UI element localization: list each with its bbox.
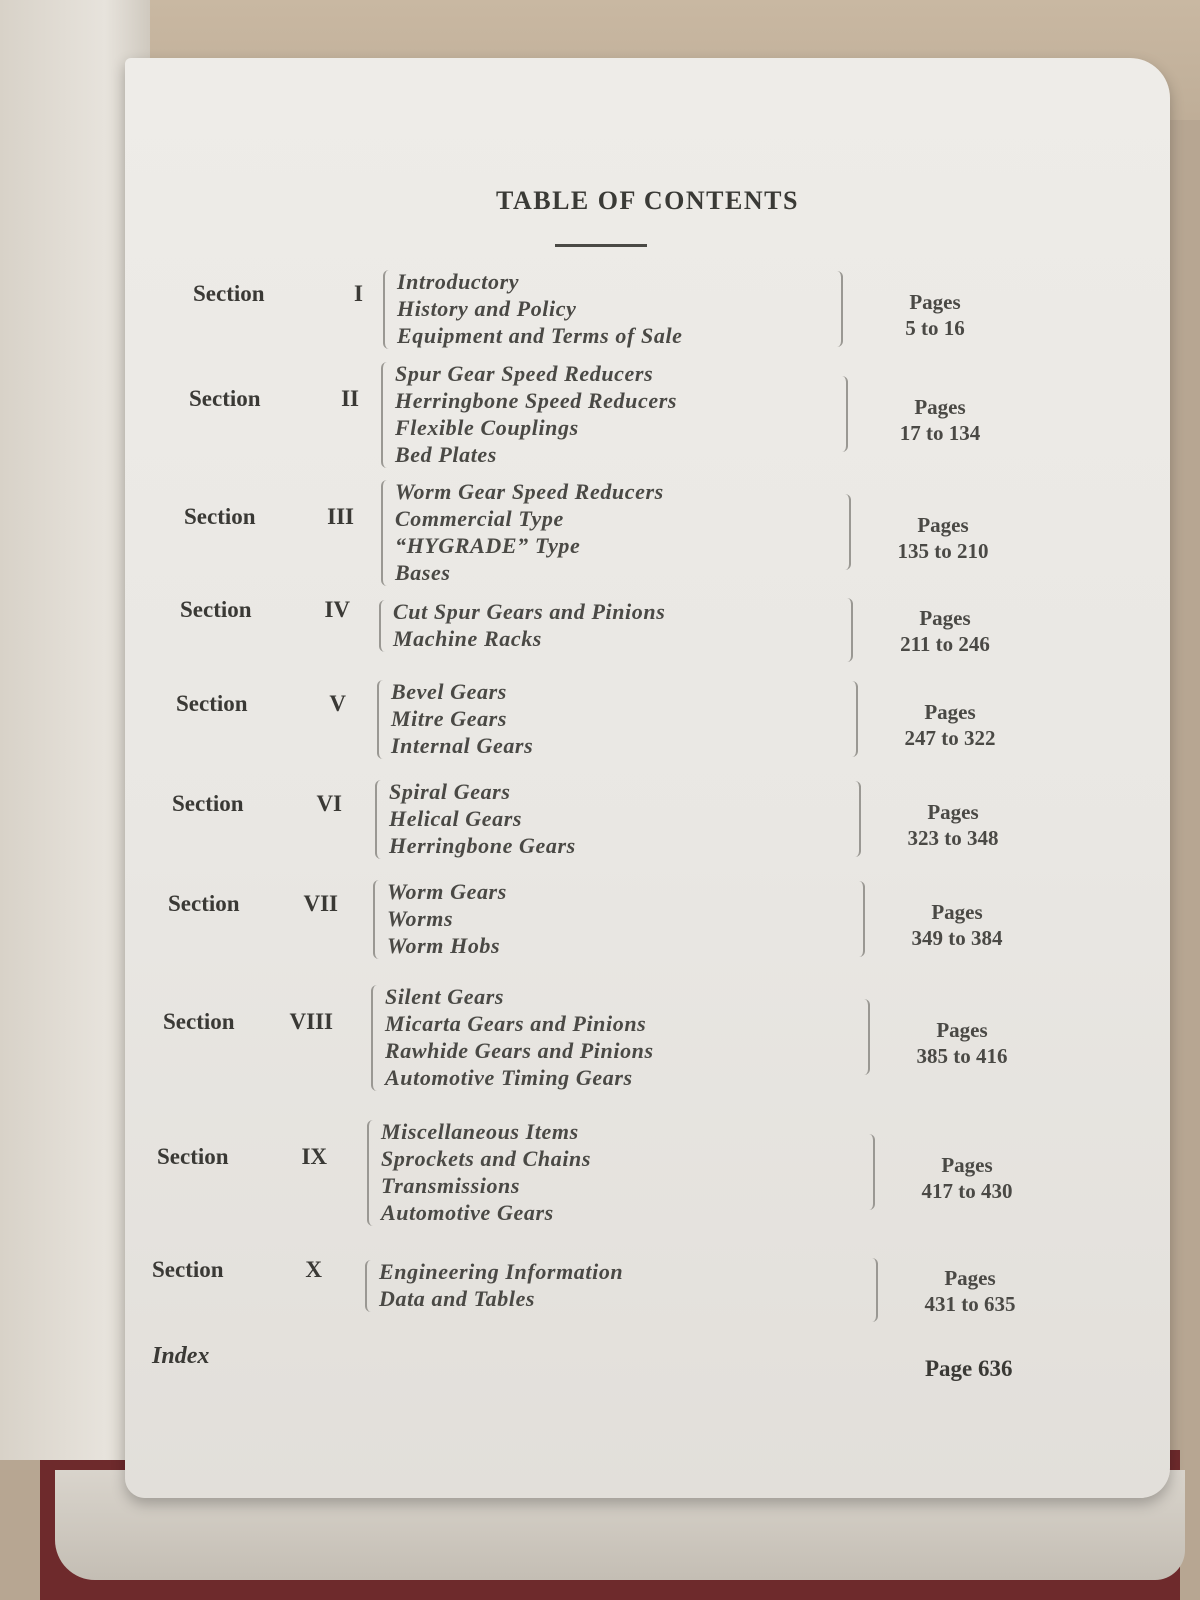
pages-word: Pages xyxy=(927,800,979,824)
pages-word: Pages xyxy=(936,1018,988,1042)
section-numeral: VII xyxy=(303,891,338,916)
left-brace xyxy=(373,880,381,959)
section-item: Mitre Gears xyxy=(391,706,507,731)
section-word: Section xyxy=(193,281,265,306)
section-item: Bed Plates xyxy=(395,442,497,467)
section-item: Engineering Information xyxy=(379,1259,624,1284)
section-item: Sprockets and Chains xyxy=(381,1146,592,1171)
section-item: Worm Gear Speed Reducers xyxy=(395,479,664,504)
right-brace xyxy=(850,681,858,757)
section-item: Helical Gears xyxy=(389,806,523,831)
pages-word: Pages xyxy=(944,1266,996,1290)
pages-word: Pages xyxy=(917,513,969,537)
pages-word: Pages xyxy=(919,606,971,630)
section-numeral: X xyxy=(305,1257,322,1282)
page-range xyxy=(890,1265,1050,1317)
pages-word: Pages xyxy=(941,1153,993,1177)
section-word: Section xyxy=(152,1257,224,1282)
left-brace xyxy=(365,1260,373,1312)
pages-range: 5 to 16 xyxy=(905,316,965,340)
section-word: Section xyxy=(180,597,252,622)
pages-range: 135 to 210 xyxy=(897,539,989,563)
section-item: Rawhide Gears and Pinions xyxy=(385,1038,654,1063)
section-item: Commercial Type xyxy=(395,506,564,531)
section-item: Bases xyxy=(395,560,451,585)
page-range xyxy=(863,512,1023,564)
pages-range: 417 to 430 xyxy=(921,1179,1013,1203)
section-items xyxy=(393,598,665,652)
section-word: Section xyxy=(157,1144,229,1169)
section-item: Bevel Gears xyxy=(391,679,507,704)
section-items xyxy=(387,878,507,959)
section-word: Section xyxy=(176,691,248,716)
pages-range: 17 to 134 xyxy=(899,421,981,445)
section-word: Section xyxy=(184,504,256,529)
section-item: Micarta Gears and Pinions xyxy=(385,1011,647,1036)
right-brace xyxy=(853,781,861,857)
section-word: Section xyxy=(163,1009,235,1034)
pages-range: 385 to 416 xyxy=(916,1044,1008,1068)
section-item: Spur Gear Speed Reducers xyxy=(395,361,654,386)
section-item: Automotive Gears xyxy=(381,1200,554,1225)
section-numeral: I xyxy=(354,281,363,306)
section-item: Data and Tables xyxy=(379,1286,536,1311)
right-brace xyxy=(862,999,870,1075)
section-item: Flexible Couplings xyxy=(395,415,579,440)
section-item: Silent Gears xyxy=(385,984,505,1009)
section-numeral: IV xyxy=(324,597,350,622)
section-item: Automotive Timing Gears xyxy=(385,1065,633,1090)
section-item: Miscellaneous Items xyxy=(381,1119,579,1144)
right-brace xyxy=(845,598,853,662)
pages-range: 431 to 635 xyxy=(924,1292,1016,1316)
left-brace xyxy=(371,985,379,1091)
section-numeral: IX xyxy=(301,1144,327,1169)
section-item: Herringbone Speed Reducers xyxy=(395,388,678,413)
index-page-number: Page 636 xyxy=(925,1356,1013,1381)
section-item: Introductory xyxy=(397,269,520,294)
pages-word: Pages xyxy=(924,700,976,724)
section-item: Herringbone Gears xyxy=(389,833,576,858)
right-brace xyxy=(870,1258,878,1322)
left-brace xyxy=(381,362,389,468)
contents-page xyxy=(125,58,1170,1498)
left-brace xyxy=(379,600,387,652)
left-brace xyxy=(367,1120,375,1226)
page-range xyxy=(870,699,1030,751)
section-item: Cut Spur Gears and Pinions xyxy=(393,599,666,624)
right-brace xyxy=(857,881,865,957)
index-label: Index xyxy=(152,1343,210,1369)
pages-range: 323 to 348 xyxy=(907,826,999,850)
section-numeral: V xyxy=(329,691,346,716)
title-divider xyxy=(555,244,647,247)
page-range xyxy=(873,799,1033,851)
page-range xyxy=(882,1017,1042,1069)
pages-word: Pages xyxy=(931,900,983,924)
right-brace xyxy=(840,376,848,452)
section-items xyxy=(395,360,677,468)
section-numeral: VIII xyxy=(289,1009,333,1034)
section-item: Worms xyxy=(387,906,454,931)
left-brace xyxy=(381,480,389,586)
pages-word: Pages xyxy=(909,290,961,314)
section-numeral: VI xyxy=(316,791,342,816)
section-item: Worm Hobs xyxy=(387,933,501,958)
left-brace xyxy=(375,780,383,859)
right-brace xyxy=(843,494,851,570)
section-items xyxy=(385,983,654,1091)
pages-range: 211 to 246 xyxy=(900,632,990,656)
section-numeral: II xyxy=(341,386,359,411)
section-items xyxy=(397,268,683,349)
page-range xyxy=(860,394,1020,446)
section-items xyxy=(391,678,533,759)
section-items xyxy=(379,1258,623,1312)
section-items xyxy=(389,778,576,859)
page-range xyxy=(865,605,1025,657)
section-item: Machine Racks xyxy=(393,626,542,651)
page-range xyxy=(855,289,1015,341)
pages-word: Pages xyxy=(914,395,966,419)
pages-range: 349 to 384 xyxy=(911,926,1003,950)
page-range xyxy=(887,1152,1047,1204)
section-item: Spiral Gears xyxy=(389,779,511,804)
section-item: Equipment and Terms of Sale xyxy=(397,323,683,348)
section-item: History and Policy xyxy=(397,296,577,321)
right-brace xyxy=(835,271,843,347)
section-numeral: III xyxy=(327,504,354,529)
pages-range: 247 to 322 xyxy=(904,726,996,750)
section-item: “HYGRADE” Type xyxy=(395,533,581,558)
section-items xyxy=(395,478,664,586)
left-brace xyxy=(383,270,391,349)
page-title: TABLE OF CONTENTS xyxy=(496,186,799,215)
section-items xyxy=(381,1118,591,1226)
left-brace xyxy=(377,680,385,759)
page-range xyxy=(877,899,1037,951)
section-item: Internal Gears xyxy=(391,733,534,758)
section-item: Transmissions xyxy=(381,1173,521,1198)
section-item: Worm Gears xyxy=(387,879,507,904)
right-brace xyxy=(867,1134,875,1210)
section-word: Section xyxy=(172,791,244,816)
section-word: Section xyxy=(168,891,240,916)
section-word: Section xyxy=(189,386,261,411)
